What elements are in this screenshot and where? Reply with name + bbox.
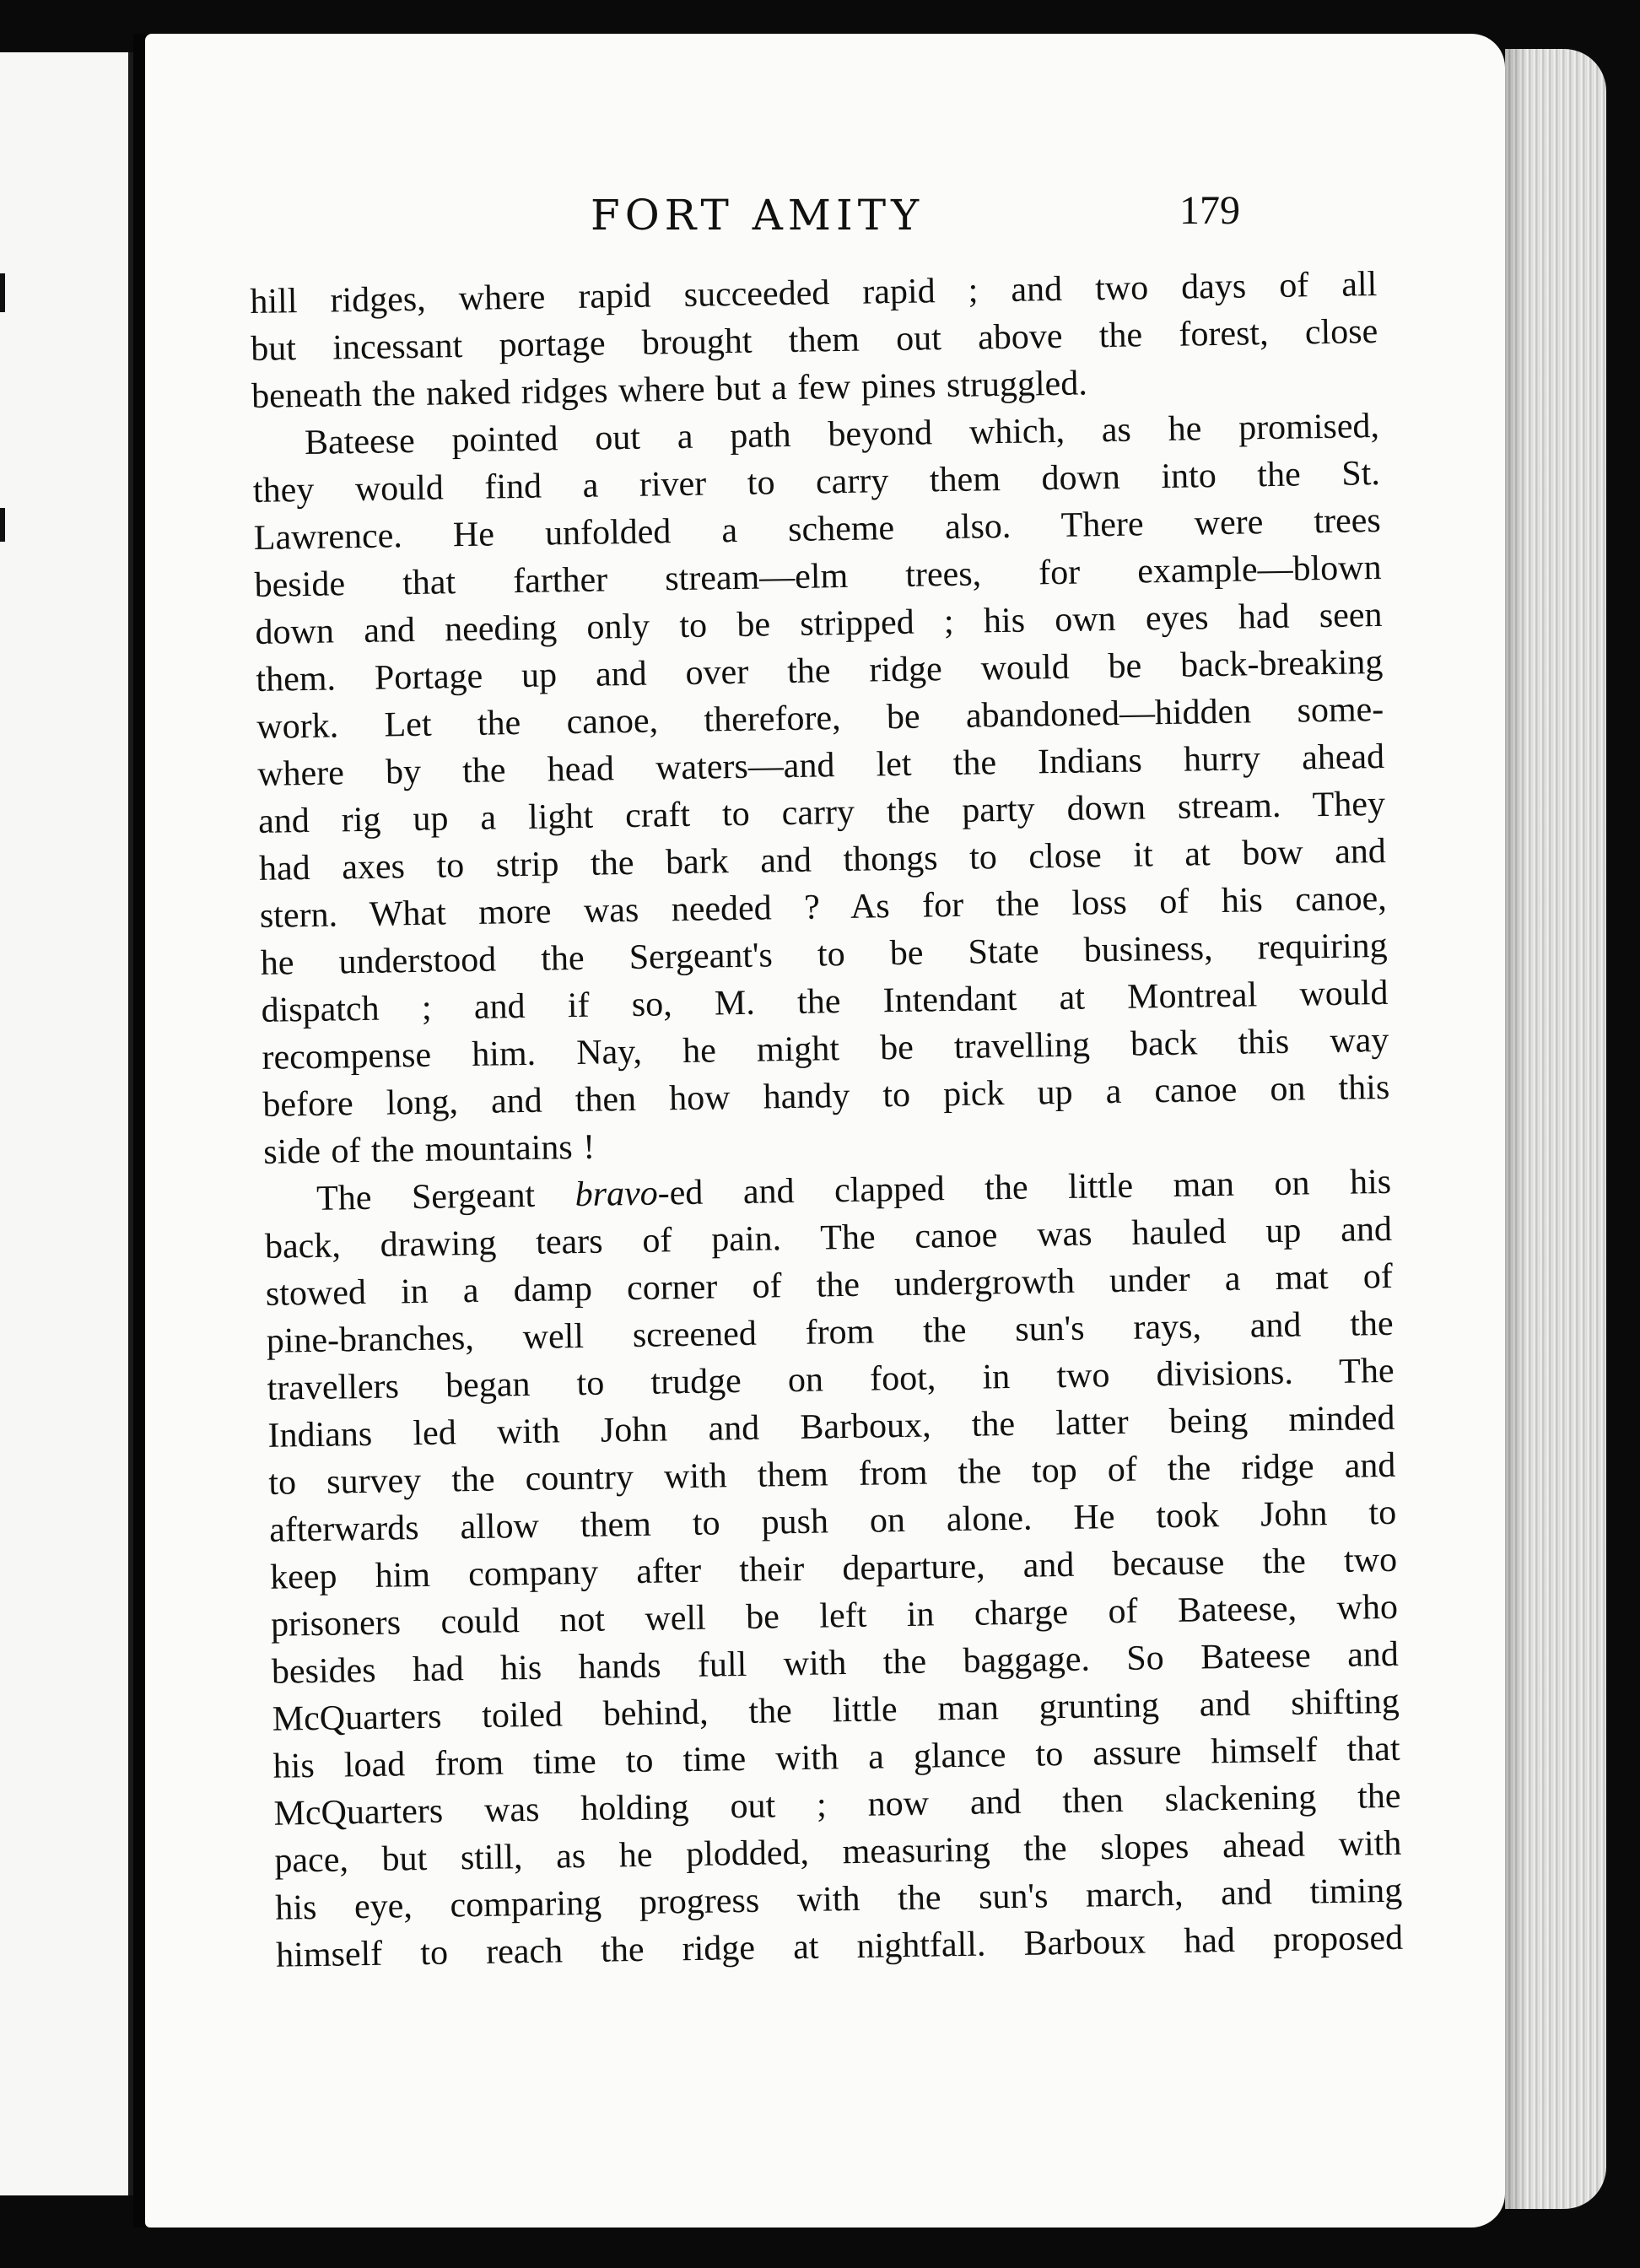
text-line: beside that farther stream—elm trees, for example—blown [254, 548, 1382, 605]
text-line: them. Portage up and over the ridge would be back-breaking [256, 642, 1384, 699]
page-number: 179 [1179, 188, 1240, 233]
text-line: recompense him. Nay, he might be travelling back this way [262, 1020, 1389, 1077]
text-line: Bateese pointed out a path beyond which, as he promised, [304, 406, 1380, 462]
text-line: to survey the country with them from the top of the ridge and [268, 1445, 1396, 1503]
text-line: his eye, comparing progress with the sun's march, and timing [274, 1871, 1403, 1928]
paragraph-2 [252, 402, 1391, 1176]
text-line: he understood the Sergeant's to be State business, requiring [260, 926, 1388, 983]
text-line: Indians led with John and Barboux, the latter being minded [267, 1398, 1395, 1455]
paragraph-3 [264, 1158, 1404, 1979]
book-gutter [133, 34, 145, 2228]
left-page-mark [0, 508, 5, 542]
text-line: Lawrence. He unfolded a scheme also. There were trees [253, 500, 1382, 558]
text-line: pine-branches, well screened from the sun's rays, and the [266, 1304, 1394, 1361]
text-line: work. Let the canoe, therefore, be abandoned—hidden some- [256, 689, 1384, 747]
italic-word: bravo [575, 1174, 659, 1215]
text-line: side of the mountains ! [262, 1127, 596, 1172]
text-line: keep him company after their departure, and because the two [269, 1540, 1398, 1597]
left-page-edge [0, 52, 133, 2195]
right-page [145, 34, 1505, 2228]
text-line: himself to reach the ridge at nightfall. Barboux had proposed [275, 1918, 1404, 1975]
text-line: where by the head waters—and let the Indians hurry ahead [256, 737, 1385, 794]
text-line: beneath the naked ridges where but a few pines struggled. [251, 364, 1088, 416]
running-title: FORT AMITY [591, 191, 925, 240]
text-line: prisoners could not well be left in charge of Bateese, who [270, 1587, 1399, 1644]
text-line: dispatch ; and if so, M. the Intendant at Montreal would [261, 973, 1389, 1030]
page-header [145, 184, 1505, 260]
text-line: McQuarters toiled behind, the little man grunting and shifting [272, 1682, 1400, 1739]
fore-edge-shadow [1505, 49, 1527, 2209]
text-line: pace, but still, as he plodded, measuring the slopes ahead with [274, 1823, 1402, 1881]
paragraph-1 [250, 261, 1378, 420]
text-line: and rig up a light craft to carry the party down stream. They [257, 784, 1386, 841]
text-line: travellers began to trudge on foot, in two divisions. The [267, 1351, 1395, 1408]
text-line: hill ridges, where rapid succeeded rapid ; and two days of all [250, 265, 1378, 321]
text-fragment: The Sergeant [316, 1175, 576, 1218]
text-line: had axes to strip the bark and thongs to close it at bow and [258, 831, 1387, 888]
text-line: down and needing only to be stripped ; his own eyes had seen [255, 595, 1383, 652]
text-line: afterwards allow them to push on alone. He took John to [268, 1493, 1397, 1550]
left-page-mark [0, 273, 5, 312]
text-line: before long, and then how handy to pick up a canoe on this [262, 1067, 1390, 1125]
text-line: they would find a river to carry them down into the St. [252, 453, 1381, 510]
text-line: stowed in a damp corner of the undergrowth under a mat of [265, 1256, 1394, 1314]
text-fragment: -ed and clapped the little man on his [657, 1162, 1392, 1213]
text-line: but incessant portage brought them out above the forest, close [250, 312, 1378, 369]
text-line: stern. What more was needed ? As for the loss of his canoe, [259, 878, 1388, 936]
text-line: besides had his hands full with the baggage. So Bateese and [271, 1634, 1400, 1692]
text-line: his load from time to time with a glance to assure himself that [272, 1729, 1400, 1786]
text-line: back, drawing tears of pain. The canoe was hauled up and [264, 1209, 1393, 1266]
text-line: McQuarters was holding out ; now and then slackening the [273, 1776, 1401, 1833]
body-text [250, 261, 1404, 1979]
